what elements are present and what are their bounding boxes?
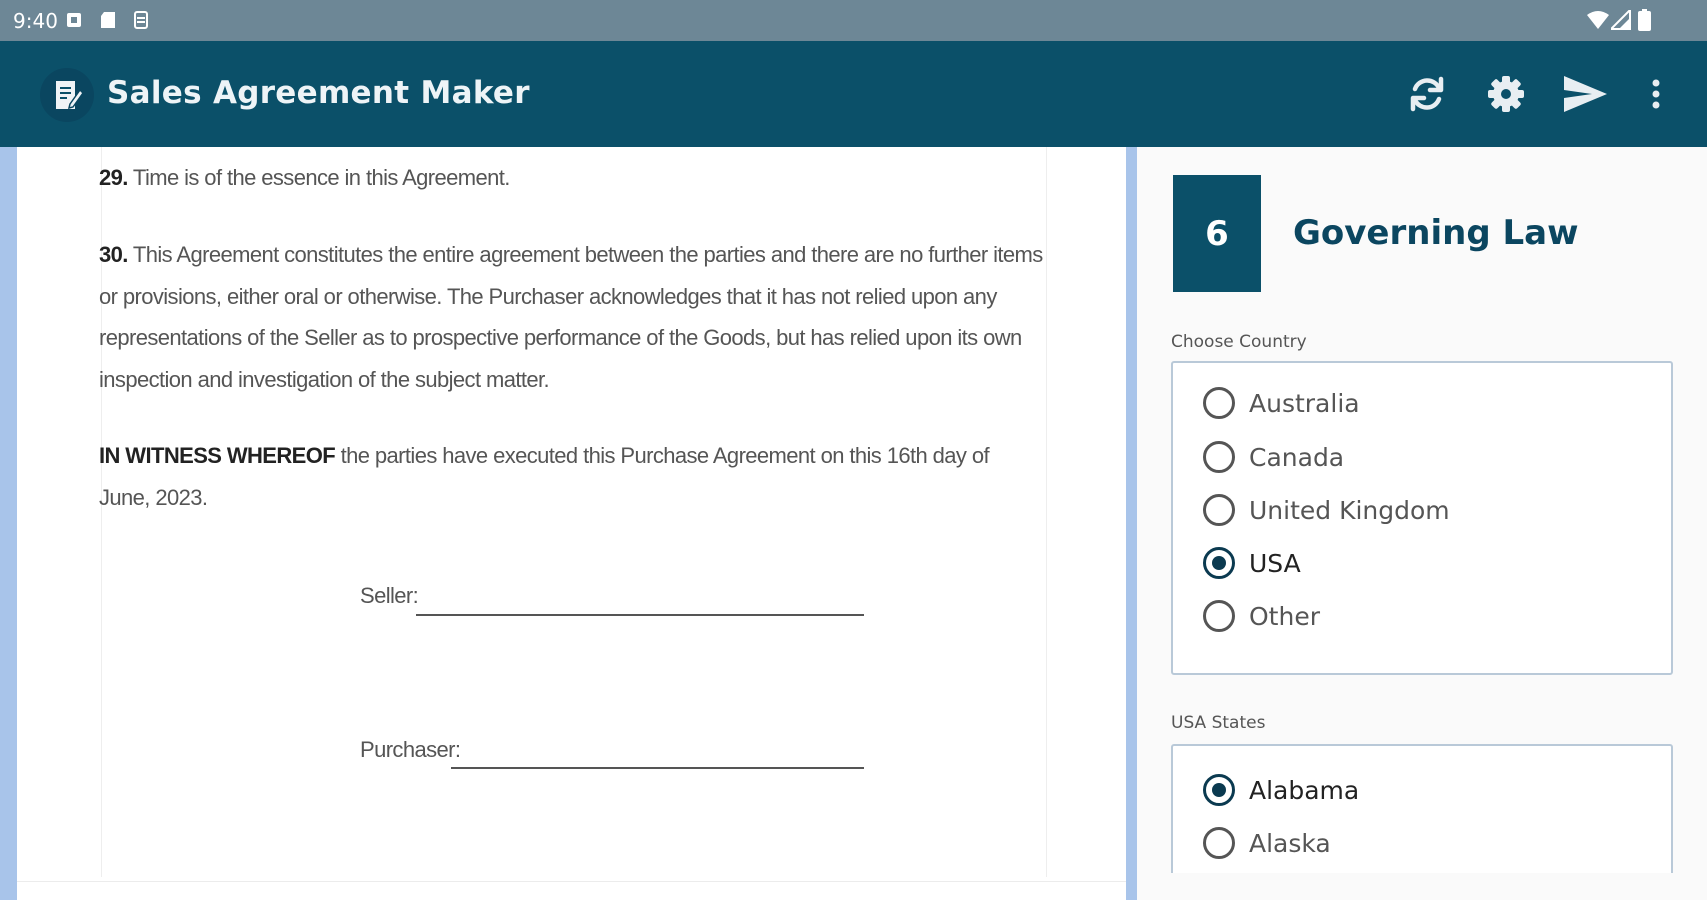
document-preview[interactable]	[0, 147, 1126, 900]
refresh-icon	[1406, 73, 1448, 115]
signal-icon	[1611, 10, 1631, 30]
radio-option-alaska[interactable]	[1203, 823, 1331, 863]
storage-icon	[133, 11, 149, 29]
status-bar	[0, 0, 1707, 41]
radio-label: Canada	[1249, 442, 1345, 472]
radio-button-icon[interactable]	[1203, 441, 1235, 473]
clause-number: 30.	[99, 242, 128, 267]
radio-label: Other	[1249, 601, 1320, 631]
form-panel	[1137, 147, 1707, 900]
radio-label: USA	[1249, 548, 1301, 578]
send-icon	[1562, 74, 1608, 114]
radio-label: Australia	[1249, 388, 1360, 418]
pane-divider[interactable]	[1126, 147, 1137, 900]
radio-option-alabama[interactable]	[1203, 770, 1359, 810]
radio-label: Alaska	[1249, 828, 1331, 858]
seller-label: Seller:	[360, 583, 419, 608]
app-bar	[0, 41, 1707, 147]
radio-label: Alabama	[1249, 775, 1360, 805]
witness-clause	[99, 435, 1019, 518]
radio-option-other[interactable]	[1203, 596, 1320, 636]
more-options-button[interactable]	[1632, 69, 1680, 119]
country-group-label: Choose Country	[1171, 332, 1307, 352]
settings-icon	[1486, 74, 1526, 114]
radio-button-icon[interactable]	[1203, 827, 1235, 859]
document-edit-icon	[40, 68, 94, 122]
clause-text: Time is of the essence in this Agreement.	[132, 165, 510, 190]
battery-icon	[1638, 9, 1651, 31]
scroll-fade	[1137, 873, 1707, 900]
states-group-label: USA States	[1171, 713, 1266, 733]
more-vert-icon	[1651, 78, 1661, 110]
witness-text: the parties have executed this Purchase Agreement on this 16th day of June, 2023.	[99, 443, 989, 510]
clause-number: 29.	[99, 165, 128, 190]
witness-heading: IN WITNESS WHEREOF	[99, 443, 336, 468]
wifi-icon	[1587, 10, 1609, 30]
radio-option-usa[interactable]	[1203, 543, 1301, 583]
seller-signature-line	[416, 614, 864, 616]
refresh-button[interactable]	[1402, 69, 1452, 119]
radio-button-icon[interactable]	[1203, 387, 1235, 419]
step-title: Governing Law	[1293, 213, 1579, 253]
settings-button[interactable]	[1481, 69, 1531, 119]
radio-button-selected-icon[interactable]	[1203, 547, 1235, 579]
clause-text: This Agreement constitutes the entire agreement between the parties and there are no further items or provisions, either oral or otherwise. The Purchaser acknowledges that it has not relied upon any representations of the Seller as to prospective performance of the Goods, but has relied upon its own inspection and investigation of the subject matter.	[99, 242, 1043, 392]
clause-29	[99, 157, 510, 199]
radio-option-united-kingdom[interactable]	[1203, 490, 1450, 530]
notification-icon	[66, 11, 82, 29]
radio-button-icon[interactable]	[1203, 494, 1235, 526]
sd-card-icon	[100, 11, 116, 29]
step-number-badge: 6	[1173, 175, 1261, 292]
page-bottom-edge	[17, 881, 1126, 882]
radio-option-canada[interactable]	[1203, 437, 1344, 477]
status-time: 9:40	[13, 9, 58, 33]
app-title: Sales Agreement Maker	[107, 75, 530, 111]
radio-button-icon[interactable]	[1203, 600, 1235, 632]
radio-label: United Kingdom	[1249, 495, 1450, 525]
app-logo	[40, 68, 94, 122]
document-left-accent	[0, 147, 17, 900]
country-radio-group	[1171, 361, 1673, 675]
purchaser-signature-line	[451, 767, 864, 769]
radio-button-selected-icon[interactable]	[1203, 774, 1235, 806]
send-button[interactable]	[1560, 69, 1610, 119]
purchaser-label: Purchaser:	[360, 737, 461, 762]
clause-30	[99, 234, 1049, 400]
radio-option-australia[interactable]	[1203, 383, 1360, 423]
